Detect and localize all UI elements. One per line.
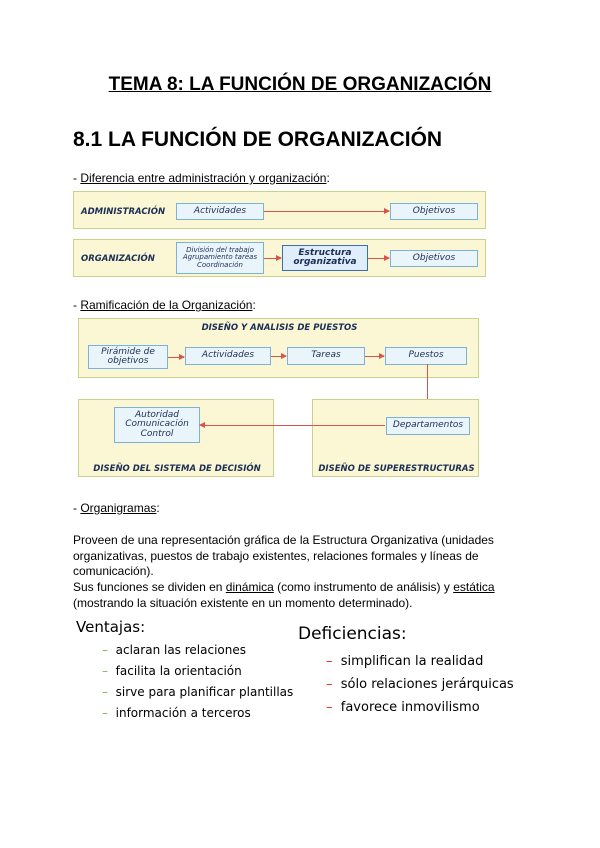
organigramas-paragraph-1: Proveen de una representación gráfica de la Estructura Organizativa (unidades organizativas, puestos de trabajo existentes, relaciones formales y líneas de comunicación). (73, 533, 494, 578)
diseno-puestos-title: DISEÑO Y ANALISIS DE PUESTOS (201, 323, 358, 333)
administracion-label: ADMINISTRACIÓN (81, 207, 166, 217)
dash-icon: – (326, 654, 341, 669)
estatica-term: estática (453, 580, 495, 594)
list-item: – facilita la orientación (102, 664, 242, 678)
actividades-box: Actividades (176, 203, 264, 220)
organizacion-panel (73, 239, 486, 277)
document-title: TEMA 8: LA FUNCIÓN DE ORGANIZACIÓN (108, 74, 492, 95)
arrow (264, 258, 281, 259)
dinamica-term: dinámica (225, 580, 274, 594)
diseno-superestructuras-panel (312, 399, 479, 477)
autoridad-box: Autoridad Comunicación Control (114, 407, 200, 443)
list-item: – aclaran las relaciones (102, 643, 246, 657)
ramificacion-label-text: Ramificación de la Organización (80, 298, 253, 312)
diferencia-label: - Diferencia entre administración y organización: (73, 171, 330, 185)
actividades-box-2: Actividades (185, 347, 271, 365)
ramificacion-label: - Ramificación de la Organización: (73, 298, 256, 312)
organizacion-label: ORGANIZACIÓN (81, 254, 155, 264)
tareas-box: Tareas (287, 347, 365, 365)
diseno-decision-panel (78, 399, 274, 477)
arrow (264, 211, 389, 212)
dash-icon: – (102, 643, 116, 657)
administracion-panel (73, 191, 486, 229)
division-trabajo-box: División del trabajo Agrupamiento tareas Coordinación (176, 242, 264, 274)
list-item: – información a terceros (102, 706, 251, 720)
piramide-objetivos-box: Pirámide de objetivos (88, 345, 168, 369)
arrow (168, 357, 184, 358)
arrow-left (200, 425, 385, 426)
arrow (271, 356, 286, 357)
objetivos-box-2: Objetivos (390, 250, 478, 267)
diseno-superestructuras-title: DISEÑO DE SUPERESTRUCTURAS (318, 464, 475, 474)
puestos-box: Puestos (385, 347, 467, 365)
deficiencias-list (298, 624, 514, 719)
organigramas-label-text: Organigramas (80, 501, 157, 515)
deficiencias-heading: Deficiencias: (298, 624, 407, 644)
list-item: – sólo relaciones jerárquicas (326, 677, 514, 692)
list-item: – simplifican la realidad (326, 654, 484, 669)
diseno-decision-title: DISEÑO DEL SISTEMA DE DECISIÓN (93, 464, 261, 474)
dash-icon: – (326, 677, 341, 692)
estructura-organizativa-box: Estructura organizativa (282, 245, 368, 271)
diseno-puestos-panel (78, 318, 479, 378)
dash-icon: – (102, 664, 116, 678)
arrow (365, 356, 384, 357)
organigramas-paragraph-2: Sus funciones se dividen en dinámica (como instrumento de análisis) y estática (mostrando la situación existente en un momento determinado). (73, 580, 495, 610)
dash-icon: – (326, 700, 341, 715)
organigramas-label: - Organigramas: (73, 501, 160, 515)
ventajas-heading: Ventajas: (76, 618, 146, 636)
arrow (368, 258, 389, 259)
list-item: – sirve para planificar plantillas (102, 685, 294, 699)
objetivos-box: Objetivos (390, 203, 478, 220)
section-title: 8.1 LA FUNCIÓN DE ORGANIZACIÓN (73, 128, 443, 151)
dash-icon: – (102, 685, 116, 699)
dash-icon: – (102, 706, 116, 720)
diferencia-label-text: Diferencia entre administración y organización (80, 171, 327, 185)
ventajas-list (76, 618, 293, 724)
list-item: – favorece inmovilismo (326, 700, 480, 715)
departamentos-box: Departamentos (386, 417, 470, 435)
